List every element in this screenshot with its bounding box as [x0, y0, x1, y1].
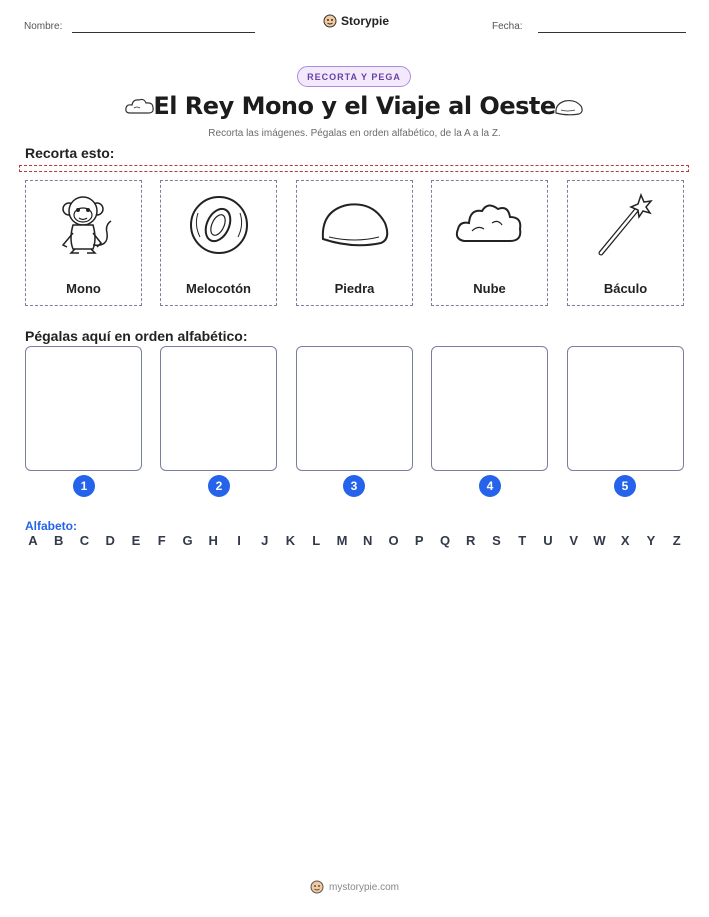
stone-decoration-icon [553, 96, 585, 118]
cloud-icon [452, 189, 528, 259]
alphabet-letter: V [569, 533, 579, 548]
cut-card-mono[interactable] [25, 180, 142, 306]
alphabet-letter: O [388, 533, 399, 548]
alphabet-letter: R [466, 533, 476, 548]
card-label: Nube [473, 281, 506, 296]
cut-card-piedra[interactable] [296, 180, 413, 306]
instructions: Recorta las imágenes. Pégalas en orden alfabético, de la A a la Z. [208, 128, 501, 139]
footer-url[interactable]: mystorypie.com [328, 881, 399, 893]
alphabet-letter: I [237, 533, 241, 548]
alphabet-letter: K [285, 533, 296, 548]
card-label: Mono [66, 281, 101, 296]
alphabet-letter: T [518, 533, 527, 548]
activity-badge: RECORTA Y PEGA [297, 66, 411, 87]
storypie-logo-icon [323, 14, 337, 28]
alphabet-letter: D [105, 533, 115, 548]
brand-logo [323, 14, 389, 28]
cut-card-baculo[interactable] [567, 180, 684, 306]
stone-icon [317, 189, 393, 259]
monkey-icon [49, 189, 119, 259]
cut-line [19, 165, 689, 172]
page-title: El Rey Mono y el Viaje al Oeste [153, 92, 556, 120]
alphabet-letter: H [208, 533, 218, 548]
slot-number: 1 [73, 475, 95, 497]
slot-number: 2 [208, 475, 230, 497]
alphabet-letter: X [620, 533, 630, 548]
alphabet-letter: W [593, 533, 606, 548]
alphabet-letter: Y [646, 533, 656, 548]
peach-icon [184, 189, 254, 259]
alphabet-letter: P [414, 533, 424, 548]
alphabet-title: Alfabeto: [25, 519, 77, 533]
slot-number: 5 [614, 475, 636, 497]
slot-number: 3 [343, 475, 365, 497]
alphabet-letter: Z [672, 533, 681, 548]
date-label: Fecha: [492, 21, 523, 32]
alphabet-letter: G [182, 533, 193, 548]
brand-name: Storypie [341, 14, 390, 28]
slot-number: 4 [479, 475, 501, 497]
paste-slot-4[interactable] [431, 346, 548, 471]
paste-section-title: Pégalas aquí en orden alfabético: [25, 328, 248, 344]
cut-card-melocoton[interactable] [160, 180, 277, 306]
date-line[interactable] [538, 32, 686, 33]
alphabet-letter: J [261, 533, 269, 548]
footer [0, 880, 709, 894]
staff-icon [591, 189, 661, 259]
alphabet-letter: B [54, 533, 64, 548]
paste-slot-5[interactable] [567, 346, 684, 471]
alphabet-letter: A [28, 533, 38, 548]
card-label: Piedra [334, 281, 375, 296]
alphabet-letter: Q [439, 533, 451, 548]
alphabet-letter: M [336, 533, 348, 548]
alphabet-letter: F [157, 533, 166, 548]
alphabet-letter: N [363, 533, 373, 548]
paste-slot-1[interactable] [25, 346, 142, 471]
paste-slot-3[interactable] [296, 346, 413, 471]
paste-slot-2[interactable] [160, 346, 277, 471]
name-line[interactable] [72, 32, 255, 33]
cut-section-title: Recorta esto: [25, 145, 115, 161]
card-label: Báculo [603, 281, 648, 296]
alphabet-letter: E [131, 533, 141, 548]
alphabet-letter: L [312, 533, 321, 548]
name-label: Nombre: [24, 21, 63, 32]
alphabet-row [25, 533, 685, 548]
storypie-logo-icon [310, 880, 324, 894]
alphabet-letter: U [543, 533, 553, 548]
cut-card-nube[interactable] [431, 180, 548, 306]
card-label: Melocotón [186, 281, 251, 296]
alphabet-letter: S [492, 533, 501, 548]
alphabet-letter: C [79, 533, 90, 548]
